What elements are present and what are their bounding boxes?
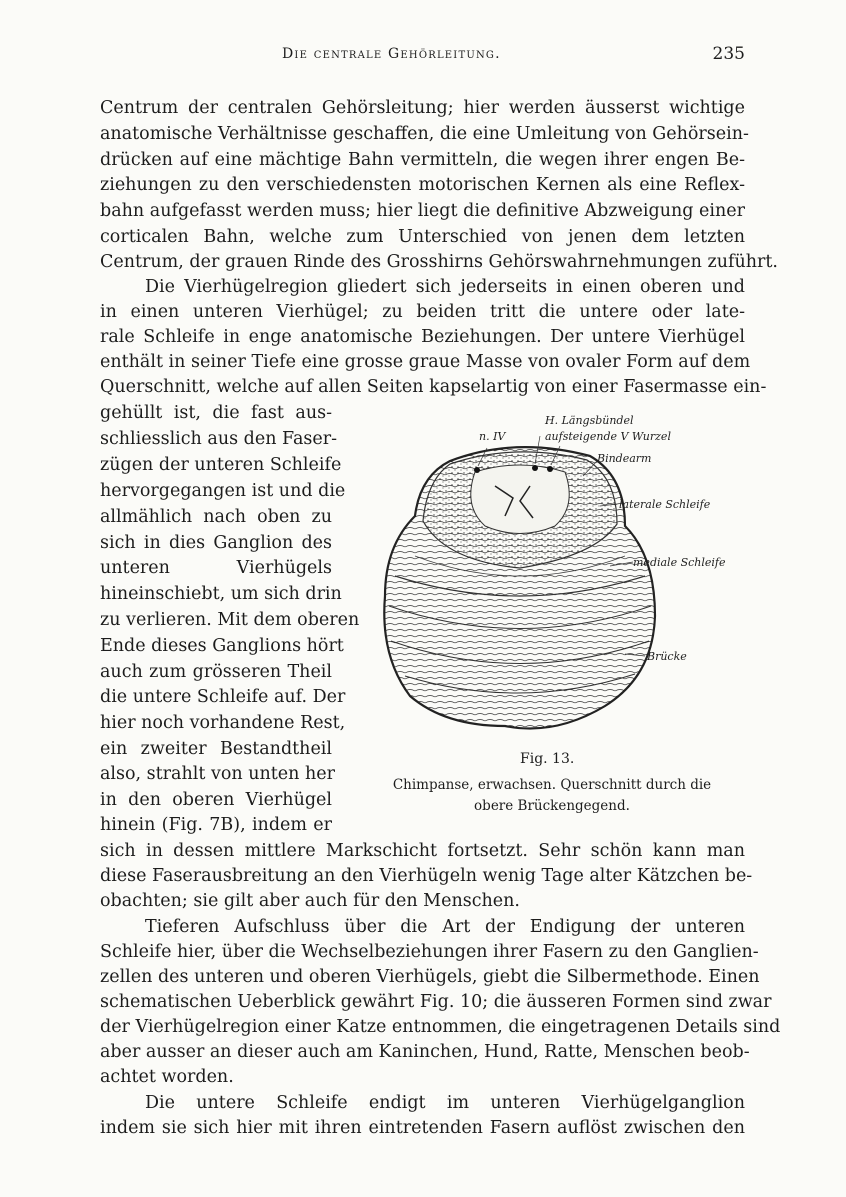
text-line: zügen der unteren Schleife bbox=[100, 455, 342, 475]
annotation-laterale-schleife: laterale Schleife bbox=[619, 498, 711, 511]
annotation-bindearm: Bindearm bbox=[597, 452, 652, 465]
page-number: 235 bbox=[712, 44, 745, 64]
text-line: achtet worden. bbox=[100, 1067, 234, 1087]
text-line: aber ausser an dieser auch am Kaninchen, Hund, Ratte, Menschen beob- bbox=[100, 1042, 750, 1062]
text-line: corticalen Bahn, welche zum Unterschied von jenen dem letzten bbox=[100, 227, 745, 247]
brainstem-section-drawing bbox=[355, 406, 745, 746]
text-line: also, strahlt von unten her bbox=[100, 764, 335, 784]
annotation-n-iv: n. IV bbox=[479, 430, 506, 443]
annotation-aufsteigende-wurzel: aufsteigende V Wurzel bbox=[545, 430, 671, 443]
text-line: Tieferen Aufschluss über die Art der Endigung der unteren bbox=[145, 917, 745, 937]
text-line: Centrum der centralen Gehörsleitung; hier werden äusserst wichtige bbox=[100, 98, 745, 118]
text-line: zellen des unteren und oberen Vierhügels, giebt die Silbermethode. Einen bbox=[100, 967, 760, 987]
annotation-mediale-schleife: mediale Schleife bbox=[633, 556, 726, 569]
figure-label: Fig. 13. bbox=[520, 751, 575, 767]
text-line: der Vierhügelregion einer Katze entnommen, die eingetragenen Details sind bbox=[100, 1017, 781, 1037]
text-line: drücken auf eine mächtige Bahn vermitteln, die wegen ihrer engen Be- bbox=[100, 150, 745, 170]
annotation-bruecke: Brücke bbox=[647, 650, 687, 663]
text-line: hinein (Fig. 7B), indem er bbox=[100, 815, 332, 835]
text-line: die untere Schleife auf. Der bbox=[100, 687, 346, 707]
text-line: sich in dessen mittlere Markschicht fortsetzt. Sehr schön kann man bbox=[100, 841, 745, 861]
text-line: Die untere Schleife endigt im unteren Vierhügelganglion bbox=[145, 1093, 745, 1113]
text-line: bahn aufgefasst werden muss; hier liegt die definitive Abzweigung einer bbox=[100, 201, 745, 221]
text-line: in den oberen Vierhügel bbox=[100, 790, 332, 810]
text-line: Querschnitt, welche auf allen Seiten kapselartig von einer Fasermasse ein- bbox=[100, 377, 767, 397]
text-line: schematischen Ueberblick gewährt Fig. 10; die äusseren Formen sind zwar bbox=[100, 992, 772, 1012]
figure-caption-cont: obere Brückengegend. bbox=[474, 798, 630, 814]
text-line: enthält in seiner Tiefe eine grosse graue Masse von ovaler Form auf dem bbox=[100, 352, 751, 372]
text-line: hier noch vorhandene Rest, bbox=[100, 713, 346, 733]
text-line: Schleife hier, über die Wechselbeziehungen ihrer Fasern zu den Ganglien- bbox=[100, 942, 759, 962]
figure-illustration bbox=[355, 406, 745, 746]
text-line: obachten; sie gilt aber auch für den Menschen. bbox=[100, 891, 520, 911]
text-line: schliesslich aus den Faser- bbox=[100, 429, 338, 449]
text-line: hineinschiebt, um sich drin bbox=[100, 584, 342, 604]
text-line: zu verlieren. Mit dem oberen bbox=[100, 610, 360, 630]
text-line: unteren Vierhügels bbox=[100, 558, 332, 578]
text-line: diese Faserausbreitung an den Vierhügeln wenig Tage alter Kätzchen be- bbox=[100, 866, 753, 886]
text-line: Die Vierhügelregion gliedert sich jederseits in einen oberen und bbox=[145, 277, 745, 297]
text-line: ziehungen zu den verschiedensten motorischen Kernen als eine Reflex- bbox=[100, 175, 745, 195]
annotation-laengsbuendel: H. Längsbündel bbox=[545, 414, 634, 427]
text-line: auch zum grösseren Theil bbox=[100, 662, 332, 682]
text-line: in einen unteren Vierhügel; zu beiden tritt die untere oder late- bbox=[100, 302, 745, 322]
text-line: ein zweiter Bestandtheil bbox=[100, 739, 332, 759]
text-line: Centrum, der grauen Rinde des Grosshirns Gehörswahrnehmungen zuführt. bbox=[100, 252, 778, 272]
text-line: rale Schleife in enge anatomische Beziehungen. Der untere Vierhügel bbox=[100, 327, 745, 347]
text-line: hervorgegangen ist und die bbox=[100, 481, 346, 501]
text-line: sich in dies Ganglion des bbox=[100, 533, 332, 553]
figure-caption: Chimpanse, erwachsen. Querschnitt durch die bbox=[392, 777, 712, 793]
text-line: allmählich nach oben zu bbox=[100, 507, 332, 527]
text-line: indem sie sich hier mit ihren eintretenden Fasern auflöst zwischen den bbox=[100, 1118, 745, 1138]
text-line: gehüllt ist, die fast aus- bbox=[100, 403, 332, 423]
page-header bbox=[100, 44, 745, 68]
text-line: anatomische Verhältnisse geschaffen, die eine Umleitung von Gehörsein- bbox=[100, 124, 749, 144]
running-head: Die centrale Gehörleitung. bbox=[282, 46, 501, 62]
text-line: Ende dieses Ganglions hört bbox=[100, 636, 344, 656]
